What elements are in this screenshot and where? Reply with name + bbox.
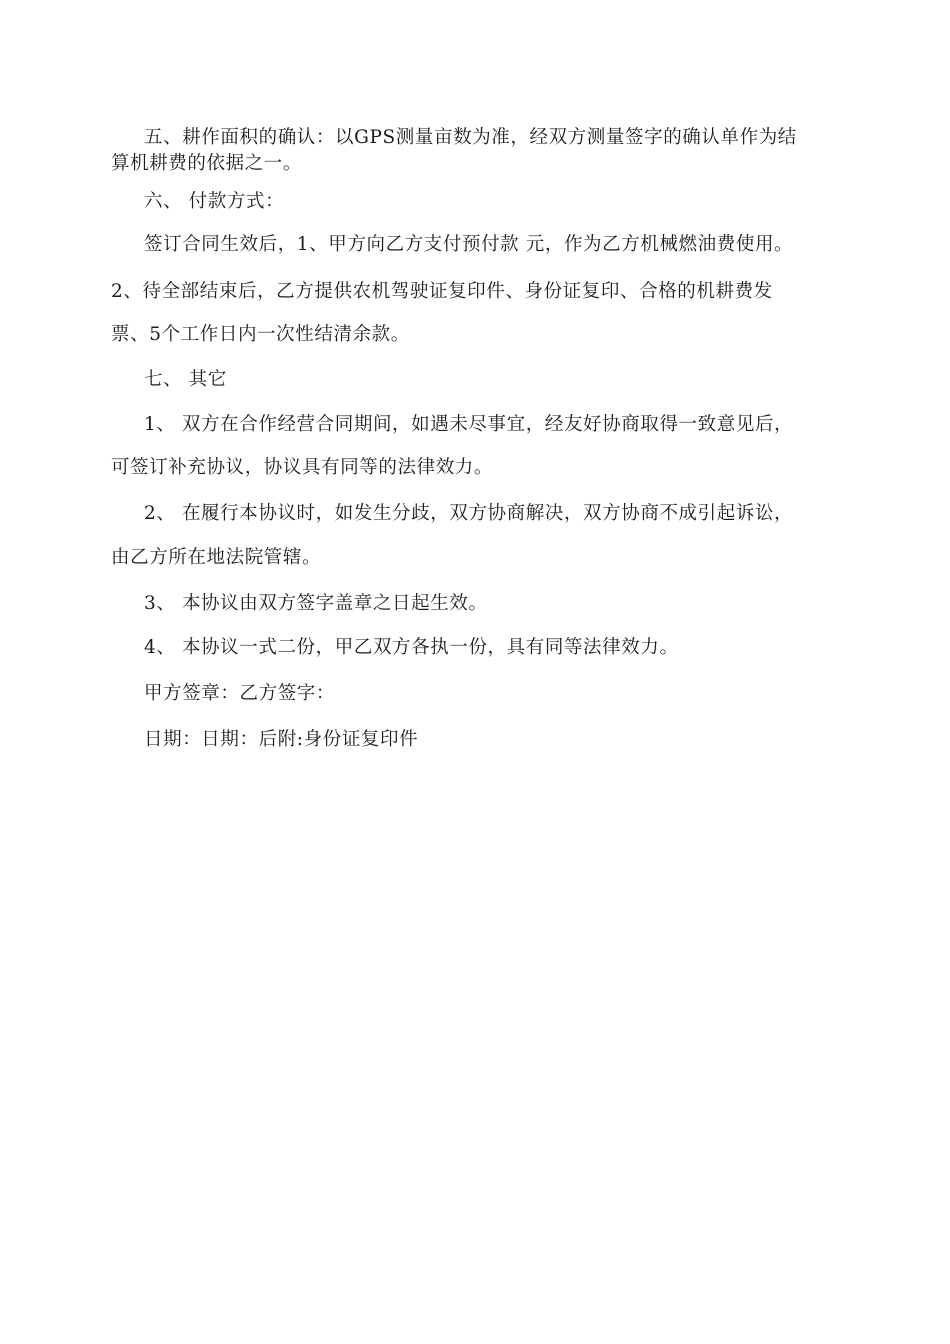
section6-line1: 签订合同生效后，1、甲方向乙方支付预付款 元，作为乙方机械燃油费使用。 [144,234,794,255]
section7-heading: 七、 其它 [144,369,227,390]
section7-item1-line2: 可签订补充协议，协议具有同等的法律效力。 [111,457,494,478]
section5-line2: 算机耕费的依据之一。 [111,153,303,174]
section5-line1: 五、耕作面积的确认：以GPS测量亩数为准，经双方测量签字的确认单作为结 [144,127,797,148]
section7-item4: 4、 本协议一式二份，甲乙双方各执一份，具有同等法律效力。 [144,637,679,658]
section7-item2-line1: 2、 在履行本协议时，如发生分歧，双方协商解决，双方协商不成引起诉讼， [144,503,794,524]
section6-line2: 2、待全部结束后，乙方提供农机驾驶证复印件、身份证复印、合格的机耕费发 [111,281,773,302]
section7-item1-line1: 1、 双方在合作经营合同期间，如遇未尽事宜，经友好协商取得一致意见后， [144,414,794,435]
section6-line3: 票、5个工作日内一次性结清余款。 [111,324,410,345]
signature-line: 甲方签章：乙方签字： [144,683,336,704]
date-line: 日期：日期：后附:身份证复印件 [144,729,419,750]
section7-item3: 3、 本协议由双方签字盖章之日起生效。 [144,593,488,614]
section7-item2-line2: 由乙方所在地法院管辖。 [111,547,322,568]
section6-heading: 六、 付款方式： [144,191,285,212]
